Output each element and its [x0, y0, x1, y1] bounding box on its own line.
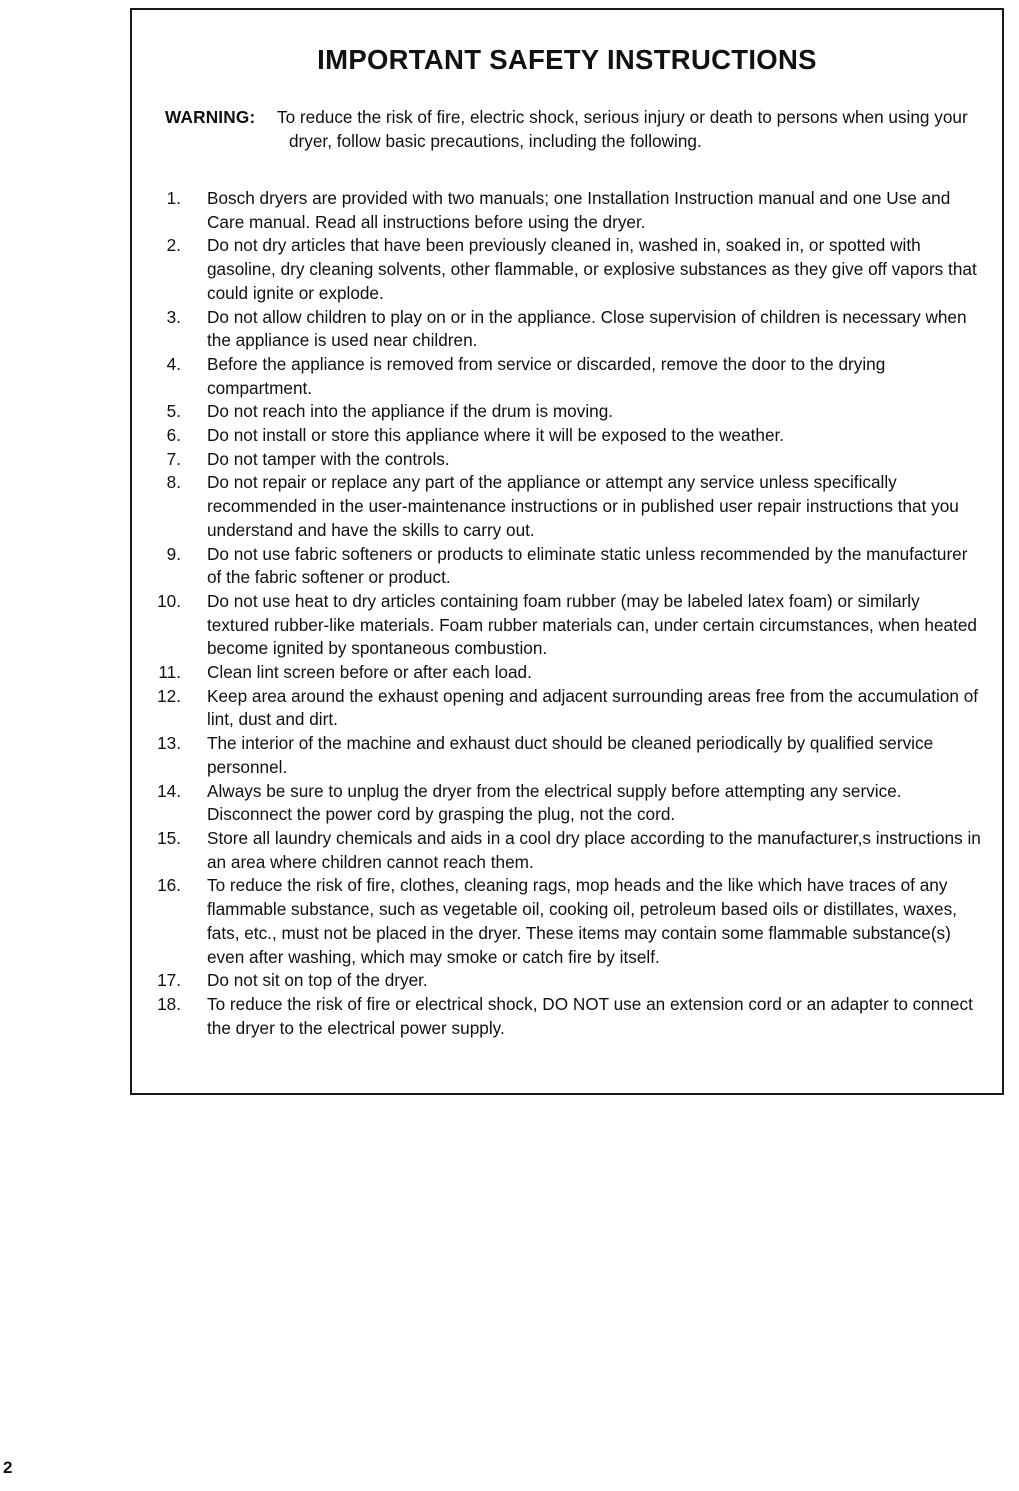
list-item-text: Do not tamper with the controls. [207, 448, 450, 469]
list-item [156, 874, 986, 969]
list-item-text: Keep area around the exhaust opening and adjacent surrounding areas free from the accumulation of lint, dust and dirt. [207, 685, 979, 730]
list-item [156, 543, 986, 590]
list-item [156, 234, 986, 305]
list-item [156, 424, 986, 448]
list-item [156, 661, 986, 685]
list-item [156, 306, 986, 353]
list-item-text: The interior of the machine and exhaust duct should be cleaned periodically by qualified service personnel. [207, 733, 934, 777]
list-item-text: Do not sit on top of the dryer. [207, 970, 428, 991]
list-item-number: 9. [166, 543, 181, 564]
list-item [156, 353, 986, 400]
list-item-text: Bosch dryers are provided with two manuals; one Installation Instruction manual and one Use and Care manual. Read all instructions before using the dryer. [207, 188, 951, 232]
list-item [156, 590, 986, 661]
list-item [156, 993, 986, 1040]
list-item [156, 780, 986, 827]
list-item-text: Always be sure to unplug the dryer from the electrical supply before attempting any service. Disconnect the power cord by grasping the plug, not the cord. [207, 780, 902, 825]
list-item-number: 4. [166, 353, 181, 374]
list-item-text: Store all laundry chemicals and aids in a cool dry place according to the manufacturer,s instructions in an area where children cannot reach them. [207, 827, 981, 872]
list-item-text: Do not use heat to dry articles containing foam rubber (may be labeled latex foam) or similarly textured rubber-like materials. Foam rubber materials can, under certain circumstances, when heated become ignited by spontaneous combustion. [207, 590, 977, 659]
list-item-number: 1. [166, 188, 181, 208]
list-item-number: 13. [157, 733, 181, 754]
page-number: 2 [3, 1458, 13, 1477]
list-item-text: To reduce the risk of fire or electrical shock, DO NOT use an extension cord or an adapter to connect the dryer to the electrical power supply. [207, 993, 973, 1038]
list-item-number: 6. [166, 425, 181, 446]
list-item-number: 14. [157, 780, 181, 801]
list-item [156, 685, 986, 732]
list-item-text: Do not dry articles that have been previously cleaned in, washed in, soaked in, or spotted with gasoline, dry cleaning solvents, other flammable, or explosive substances as they give off vapors that could ignite or explode. [207, 235, 977, 303]
warning-text: To reduce the risk of fire, electric shock, serious injury or death to persons when using your dryer, follow basic precautions, including the following. [277, 107, 968, 151]
list-item [156, 400, 986, 424]
list-item-number: 18. [157, 993, 181, 1014]
list-item-text: Do not install or store this appliance where it will be exposed to the weather. [207, 425, 785, 446]
list-item-number: 5. [166, 401, 181, 422]
list-item-number: 16. [157, 875, 181, 896]
list-item [156, 969, 986, 993]
list-item-number: 10. [157, 590, 181, 611]
list-item-number: 7. [166, 448, 181, 469]
list-item [156, 732, 986, 779]
list-item [156, 448, 986, 472]
list-item-text: Before the appliance is removed from service or discarded, remove the door to the drying compartment. [207, 353, 886, 398]
list-item [156, 827, 986, 874]
list-item-text: Do not repair or replace any part of the appliance or attempt any service unless specifically recommended in the user-maintenance instructions or in published user repair instructions that you understand and have the skills to carry out. [207, 472, 959, 540]
safety-instructions-box [130, 8, 1004, 1095]
list-item-text: Clean lint screen before or after each load. [207, 662, 532, 683]
list-item-number: 3. [166, 306, 181, 327]
list-item-number: 15. [157, 827, 181, 848]
list-item-text: To reduce the risk of fire, clothes, cleaning rags, mop heads and the like which have traces of any flammable substance, such as vegetable oil, cooking oil, petroleum based oils or distillates, waxes, fats, etc., must not be placed in the dryer. These items may contain some flammable substance(s) even after washing, which may smoke or catch fire by itself. [207, 875, 957, 967]
list-item [156, 187, 986, 234]
list-item-number: 17. [157, 970, 181, 991]
list-item-text: Do not allow children to play on or in the appliance. Close supervision of children is necessary when the appliance is used near children. [207, 306, 967, 351]
list-item-number: 12. [157, 685, 181, 706]
list-item-number: 11. [158, 662, 181, 683]
list-item-number: 2. [166, 235, 181, 256]
list-item-number: 8. [166, 472, 181, 493]
list-item-text: Do not reach into the appliance if the drum is moving. [207, 401, 614, 422]
list-item [156, 471, 986, 542]
warning-block [165, 105, 985, 153]
page-title: IMPORTANT SAFETY INSTRUCTIONS [317, 44, 817, 75]
instructions-list [156, 187, 986, 1040]
list-item-text: Do not use fabric softeners or products to eliminate static unless recommended by the manufacturer of the fabric softener or product. [207, 543, 968, 588]
warning-label: WARNING: [165, 107, 256, 127]
